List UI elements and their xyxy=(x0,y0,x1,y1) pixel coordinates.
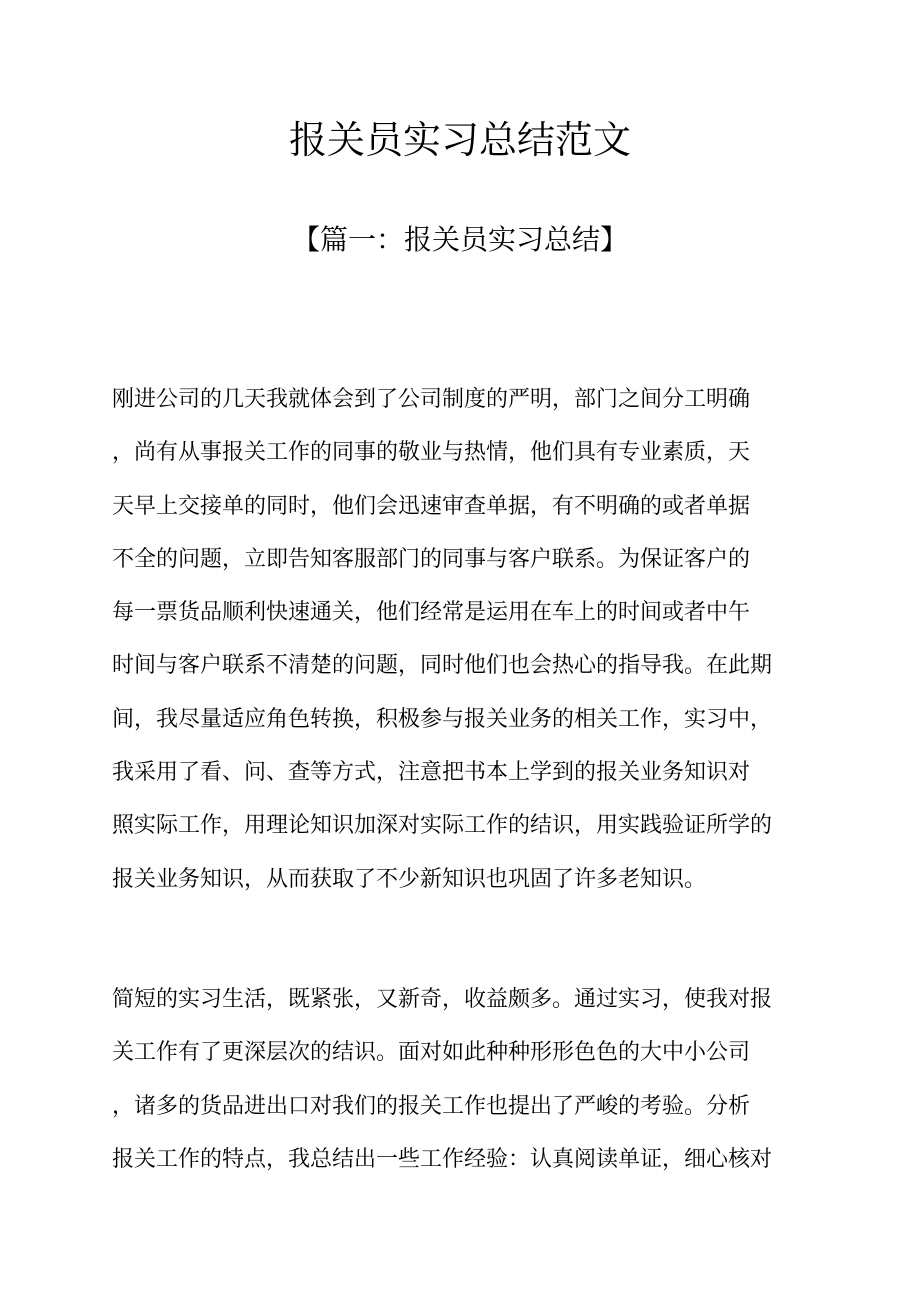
paragraph-line: 天早上交接单的同时，他们会迅速审查单据，有不明确的或者单据 xyxy=(112,493,751,519)
paragraph-line: 不全的问题，立即告知客服部门的同事与客户联系。为保证客户的 xyxy=(112,546,751,572)
document-title: 报关员实习总结范文 xyxy=(288,118,631,162)
paragraph-line: 间，我尽量适应角色转换，积极参与报关业务的相关工作，实习中， xyxy=(112,706,773,732)
paragraph-line: 简短的实习生活，既紧张，又新奇，收益颇多。通过实习，使我对报 xyxy=(112,987,773,1012)
paragraph-line: 照实际工作，用理论知识加深对实际工作的结识，用实践验证所学的 xyxy=(112,813,773,839)
paragraph-2 xyxy=(112,984,812,1197)
paragraph-line: 刚进公司的几天我就体会到了公司制度的严明，部门之间分工明确 xyxy=(112,387,751,412)
paragraph-1 xyxy=(112,384,812,917)
paragraph-line: 报关工作的特点，我总结出一些工作经验：认真阅读单证，细心核对 xyxy=(112,1146,773,1172)
paragraph-line: ，诸多的货品进出口对我们的报关工作也提出了严峻的考验。分析 xyxy=(112,1093,751,1119)
section-heading: 【篇一：报关员实习总结】 xyxy=(291,223,628,256)
paragraph-line: 时间与客户联系不清楚的问题，同时他们也会热心的指导我。在此期 xyxy=(112,653,773,679)
paragraph-line: 关工作有了更深层次的结识。面对如此种种形形色色的大中小公司 xyxy=(112,1040,751,1066)
paragraph-line: ，尚有从事报关工作的同事的敬业与热情，他们具有专业素质，天 xyxy=(112,440,751,466)
paragraph-line: 报关业务知识，从而获取了不少新知识也巩固了许多老知识。 xyxy=(112,866,707,892)
paragraph-line: 每一票货品顺利快速通关，他们经常是运用在车上的时间或者中午 xyxy=(112,600,751,626)
paragraph-line: 我采用了看、问、查等方式，注意把书本上学到的报关业务知识对 xyxy=(112,760,751,786)
